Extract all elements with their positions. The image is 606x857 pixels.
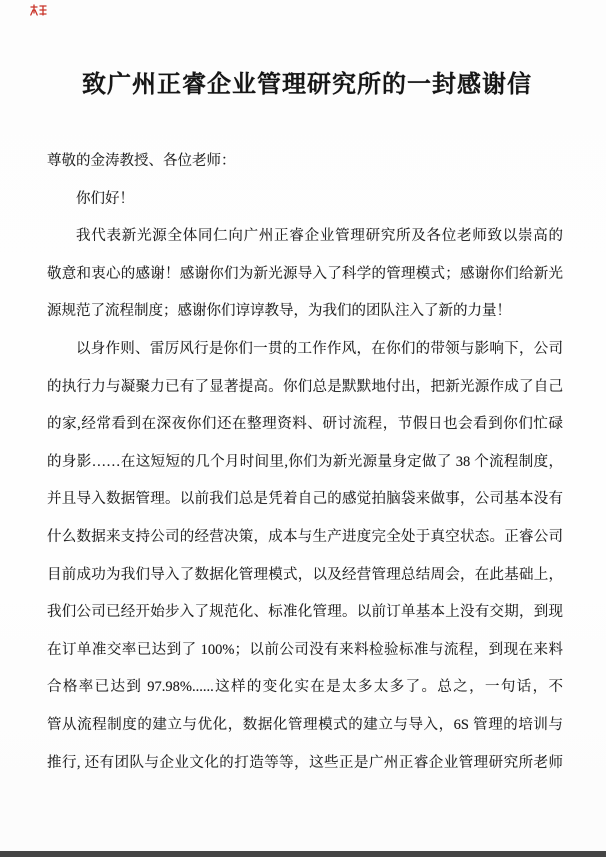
- red-stamp-icon: [29, 4, 48, 17]
- body-line: 我代表新光源全体同仁向广州正睿企业管理研究所及各位老师致以崇高的: [76, 228, 563, 245]
- body-line: 源规范了流程制度；感谢你们谆谆教导，为我们的团队注入了新的力量！: [47, 303, 511, 320]
- body-line: 在订单准交率已达到了 100%；以前公司没有来料检验标准与流程，到现在来料: [47, 641, 563, 658]
- body-line: 以身作则、雷厉风行是你们一贯的工作作风，在你们的带领与影响下，公司: [76, 340, 563, 357]
- body-line: 的家,经常看到在深夜你们还在整理资料、研讨流程，节假日也会看到你们忙碌: [47, 416, 563, 433]
- greeting-line: 你们好！: [76, 190, 134, 207]
- body-line: 什么数据来支持公司的经营决策，成本与生产进度完全处于真空状态。正睿公司: [47, 528, 563, 545]
- scan-bottom-edge: [0, 851, 606, 857]
- body-line: 的执行力与凝聚力已有了显著提高。你们总是默默地付出，把新光源作成了自己: [47, 378, 563, 395]
- page-title: 致广州正睿企业管理研究所的一封感谢信: [82, 72, 532, 98]
- body-line: 管从流程制度的建立与优化，数据化管理模式的建立与导入，6S 管理的培训与: [47, 716, 563, 733]
- body-line: 目前成功为我们导入了数据化管理模式，以及经营管理总结周会，在此基础上，: [47, 566, 563, 583]
- body-line: 我们公司已经开始步入了规范化、标准化管理。以前订单基本上没有交期，到现: [47, 604, 563, 621]
- body-line: 的身影……在这短短的几个月时间里,你们为新光源量身定做了 38 个流程制度，: [47, 453, 563, 470]
- letter-body: [47, 143, 563, 782]
- body-line: 合格率已达到 97.98%......这样的变化实在是太多太多了。总之，一句话，不: [47, 679, 563, 696]
- body-line: 并且导入数据管理。以前我们总是凭着自己的感觉拍脑袋来做事，公司基本没有: [47, 491, 563, 508]
- salutation-line: 尊敬的金涛教授、各位老师：: [47, 153, 236, 169]
- body-line: 敬意和衷心的感谢！感谢你们为新光源导入了科学的管理模式；感谢你们给新光: [47, 265, 563, 282]
- body-line: 推行, 还有团队与企业文化的打造等等，这些正是广州正睿企业管理研究所老师: [47, 754, 563, 771]
